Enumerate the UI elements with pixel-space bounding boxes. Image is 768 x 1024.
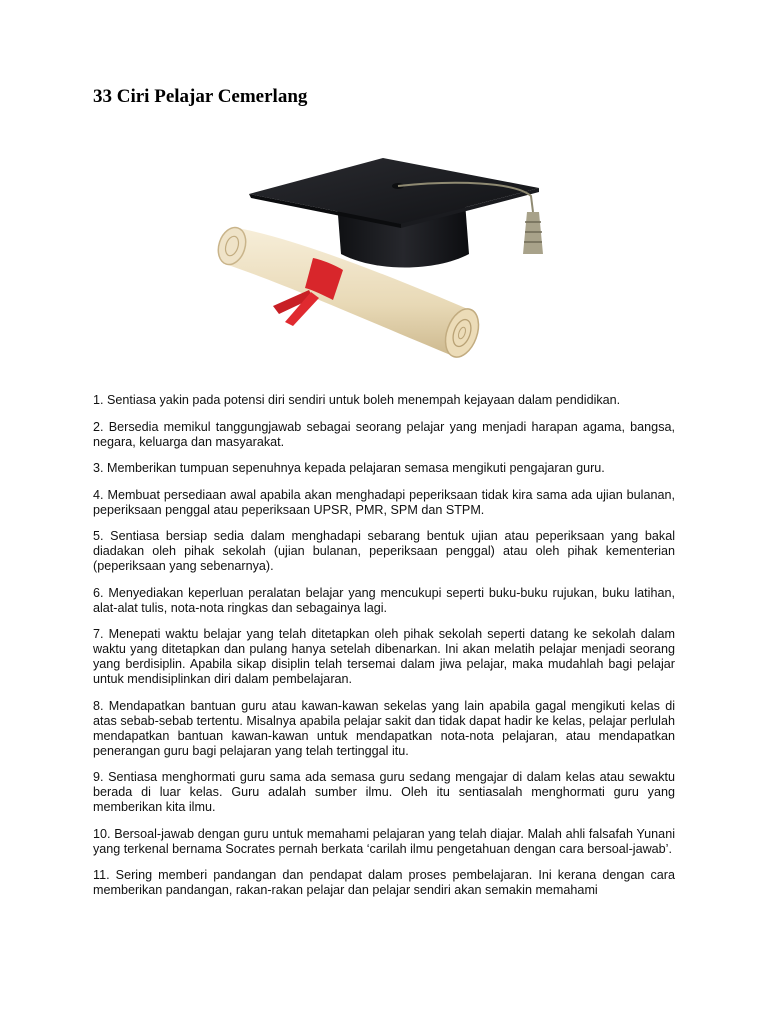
list-item: 2. Bersedia memikul tanggungjawab sebagai seorang pelajar yang menjadi harapan agama, bangsa, negara, keluarga dan masyarakat. (93, 419, 675, 449)
list-item: 5. Sentiasa bersiap sedia dalam menghadapi sebarang bentuk ujian atau peperiksaan yang bakal diadakan oleh pihak sekolah (ujian bulanan, peperiksaan penggal) atau oleh pihak kementerian (peperiksaan yang sebenarnya). (93, 529, 675, 573)
list-item: 9. Sentiasa menghormati guru sama ada semasa guru sedang mengajar di dalam kelas atau sewaktu berada di luar kelas. Guru adalah sumber ilmu. Oleh itu sentiasalah menghormati guru yang memberikan kita ilmu. (93, 770, 675, 814)
points-list (93, 393, 675, 910)
list-item: 4. Membuat persediaan awal apabila akan menghadapi peperiksaan tidak kira sama ada ujian bulanan, peperiksaan penggal atau peperiksaan UPSR, PMR, SPM dan STPM. (93, 487, 675, 517)
graduation-cap-and-diploma-icon (215, 150, 583, 372)
list-item: 6. Menyediakan keperluan peralatan belajar yang mencukupi seperti buku-buku rujukan, buku latihan, alat-alat tulis, nota-nota ringkas dan sebagainya lagi. (93, 585, 675, 615)
list-item: 3. Memberikan tumpuan sepenuhnya kepada pelajaran semasa mengikuti pengajaran guru. (93, 461, 605, 475)
page-title: 33 Ciri Pelajar Cemerlang (93, 86, 308, 107)
list-item: 8. Mendapatkan bantuan guru atau kawan-kawan sekelas yang lain apabila gagal mengikuti kelas di atas sebab-sebab tertentu. Misalnya apabila pelajar sakit dan tidak dapat hadir ke kelas, pelajar perlulah mendapatkan bantuan kawan-kawan untuk mendapatkan nota-nota pelajaran, atau mendapatkan penerangan guru bagi pelajaran yang telah tertinggal itu. (93, 698, 675, 758)
list-item: 10. Bersoal-jawab dengan guru untuk memahami pelajaran yang telah diajar. Malah ahli falsafah Yunani yang terkenal bernama Socrates pernah berkata ‘carilah ilmu pengetahuan dengan cara bersoal-jawab’. (93, 826, 675, 856)
list-item: 1. Sentiasa yakin pada potensi diri sendiri untuk boleh menempah kejayaan dalam pendidikan. (93, 393, 621, 407)
list-item: 7. Menepati waktu belajar yang telah ditetapkan oleh pihak sekolah seperti datang ke sekolah dalam waktu yang ditetapkan dan pulang hanya setelah dibenarkan. Ini akan melatih pelajar menjadi seorang yang berdisiplin. Apabila sikap disiplin telah tersemai dalam jiwa pelajar, maka mudahlah bagi pelajar untuk mendisiplinkan diri dalam pembelajaran. (93, 627, 675, 686)
list-item: 11. Sering memberi pandangan dan pendapat dalam proses pembelajaran. Ini kerana dengan cara memberikan pandangan, rakan-rakan pelajar dan pelajar sendiri akan semakin memahami (93, 868, 675, 897)
